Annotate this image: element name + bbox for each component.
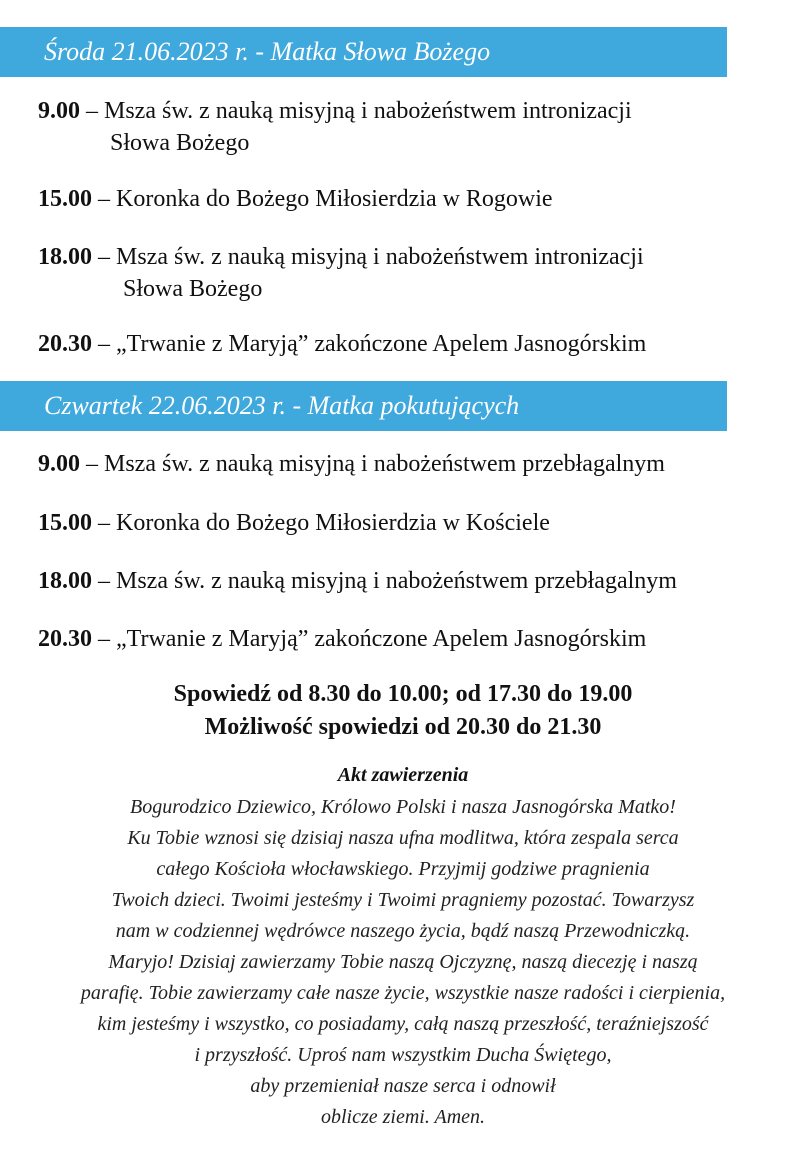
event-text: – Msza św. z nauką misyjną i nabożeństwem przebłagalnym: [92, 568, 677, 594]
event-text: – Msza św. z nauką misyjną i nabożeństwem intronizacji: [80, 98, 632, 124]
event-text: – „Trwanie z Maryją” zakończone Apelem Jasnogórskim: [92, 626, 647, 652]
event-time: 9.00: [38, 451, 80, 477]
day-header-thursday: Czwartek 22.06.2023 r. - Matka pokutujących: [0, 381, 727, 431]
event-text: – Koronka do Bożego Miłosierdzia w Kościele: [92, 510, 550, 536]
event-item: [38, 95, 632, 159]
event-item: [38, 328, 646, 360]
prayer-line: Maryjo! Dzisiaj zawierzamy Tobie naszą Ojczyznę, naszą diecezję i naszą: [108, 951, 698, 973]
event-text: – Msza św. z nauką misyjną i nabożeństwem przebłagalnym: [80, 451, 665, 477]
prayer-line: kim jesteśmy i wszystko, co posiadamy, całą naszą przeszłość, teraźniejszość: [97, 1013, 709, 1035]
event-item: [38, 241, 644, 305]
prayer-line: parafię. Tobie zawierzamy całe nasze życie, wszystkie nasze radości i cierpienia,: [80, 982, 726, 1004]
day-header-wednesday: Środa 21.06.2023 r. - Matka Słowa Bożego: [0, 27, 727, 77]
prayer-line: i przyszłość. Uproś nam wszystkim Ducha Świętego,: [194, 1044, 612, 1066]
event-item: [38, 565, 677, 597]
prayer-line: całego Kościoła włocławskiego. Przyjmij godziwe pragnienia: [156, 858, 650, 880]
event-item: [38, 183, 553, 215]
event-time: 20.30: [38, 331, 92, 357]
event-text: – Koronka do Bożego Miłosierdzia w Rogowie: [92, 186, 553, 212]
event-item: [38, 507, 550, 539]
event-time: 15.00: [38, 510, 92, 536]
event-item: [38, 623, 646, 655]
prayer-text: [0, 792, 806, 1133]
event-time: 15.00: [38, 186, 92, 212]
event-text-continuation: Słowa Bożego: [123, 276, 263, 302]
event-time: 20.30: [38, 626, 92, 652]
event-item: [38, 448, 665, 480]
prayer-title: Akt zawierzenia: [337, 764, 469, 786]
event-time: 9.00: [38, 98, 80, 124]
prayer-line: Twoich dzieci. Twoimi jesteśmy i Twoimi pragniemy pozostać. Towarzysz: [111, 889, 695, 911]
confession-hours: Spowiedź od 8.30 do 10.00; od 17.30 do 19.00: [173, 681, 633, 707]
event-text-continuation: Słowa Bożego: [110, 130, 250, 156]
prayer-line: Ku Tobie wznosi się dzisiaj nasza ufna modlitwa, która zespala serca: [127, 827, 679, 849]
prayer-line: Bogurodzico Dziewico, Królowo Polski i nasza Jasnogórska Matko!: [130, 796, 676, 818]
confession-evening: Możliwość spowiedzi od 20.30 do 21.30: [204, 714, 602, 740]
event-time: 18.00: [38, 244, 92, 270]
event-time: 18.00: [38, 568, 92, 594]
event-text: – Msza św. z nauką misyjną i nabożeństwem intronizacji: [92, 244, 644, 270]
prayer-line: aby przemieniał nasze serca i odnowił: [250, 1075, 556, 1097]
prayer-line: nam w codziennej wędrówce naszego życia, bądź naszą Przewodniczką.: [115, 920, 691, 942]
event-text: – „Trwanie z Maryją” zakończone Apelem Jasnogórskim: [92, 331, 647, 357]
prayer-line: oblicze ziemi. Amen.: [320, 1106, 486, 1128]
